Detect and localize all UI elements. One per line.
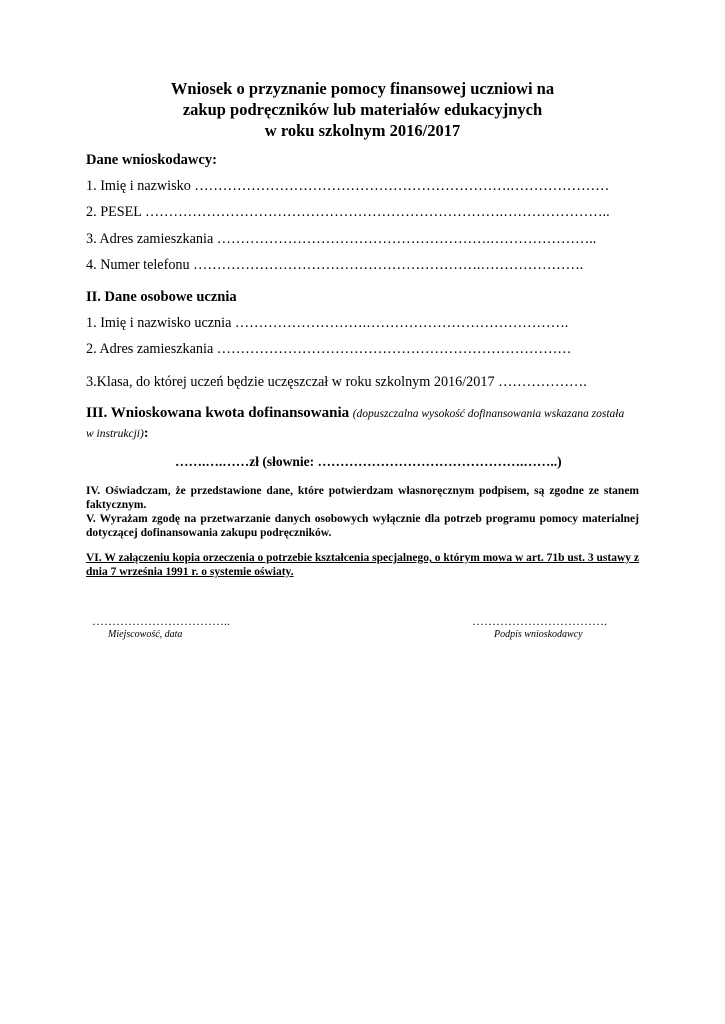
title-line-2: zakup podręczników lub materiałów edukacyjnych [182, 100, 543, 119]
student-name-field[interactable]: 1. Imię i nazwisko ucznia ……………………….……………………………………. [86, 315, 569, 331]
amount-note-2: w instrukcji) [86, 428, 144, 440]
signature-label: Podpis wnioskodawcy [494, 629, 583, 640]
student-class-field[interactable]: 3.Klasa, do której uczeń będzie uczęszczał w roku szkolnym 2016/2017 ………………. [86, 374, 587, 390]
amount-note-row-2 [86, 425, 149, 442]
applicant-phone-field[interactable]: 4. Numer telefonu …………………………………………………….…………………. [86, 257, 584, 273]
applicant-heading: Dane wnioskodawcy: [86, 152, 217, 168]
title-line-1: Wniosek o przyznanie pomocy finansowej uczniowi na [170, 79, 555, 98]
applicant-name-field[interactable]: 1. Imię i nazwisko ………………………………………………………….………………… [86, 178, 610, 194]
place-date-label: Miejscowość, data [108, 629, 183, 640]
title-line-3: w roku szkolnym 2016/2017 [264, 121, 461, 140]
declaration-vi: VI. W załączeniu kopia orzeczenia o potrzebie kształcenia specjalnego, o którym mowa w art. 71b ust. 3 ustawy z dnia 7 września 1991 r. o systemie oświaty. [86, 552, 639, 578]
student-address-field[interactable]: 2. Adres zamieszkania ………………………………………………………………… [86, 341, 572, 357]
student-heading: II. Dane osobowe ucznia [86, 289, 237, 305]
place-date-field[interactable]: …………………………….. [92, 614, 230, 628]
document-title [0, 78, 725, 141]
amount-note: (dopuszczalna wysokość dofinansowania wskazana została [352, 408, 625, 420]
amount-note-colon: : [143, 426, 149, 441]
signature-field[interactable]: ……………………………. [472, 614, 607, 628]
applicant-address-field[interactable]: 3. Adres zamieszkania ………………………………………………….………………….. [86, 231, 597, 247]
declaration-v: V. Wyrażam zgodę na przetwarzanie danych osobowych wyłącznie dla potrzeb programu pomocy materialnej dotyczącej dofinansowania zakupu podręczników. [86, 513, 639, 539]
amount-heading-row [86, 405, 624, 422]
applicant-pesel-field[interactable]: 2. PESEL ………………………………………………………………….………………….. [86, 204, 610, 220]
declaration-iv: IV. Oświadczam, że przedstawione dane, które potwierdzam własnoręcznym podpisem, są zgodne ze stanem faktycznym. [86, 485, 639, 511]
amount-heading: III. Wnioskowana kwota dofinansowania [86, 405, 350, 421]
amount-field[interactable]: …….….……zł (słownie: ……………………………………….……..) [175, 454, 562, 469]
